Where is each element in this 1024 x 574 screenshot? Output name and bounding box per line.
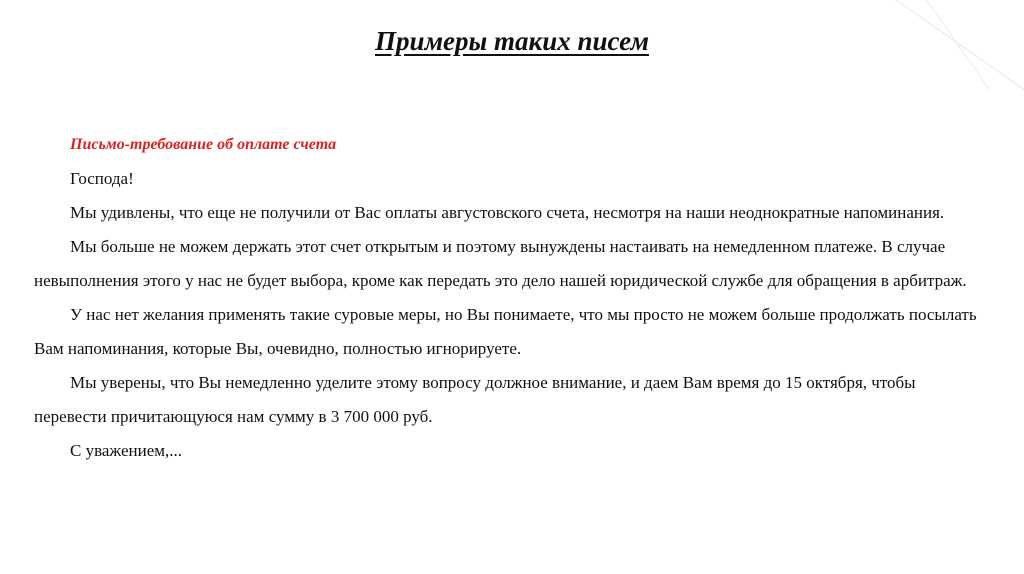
letter-body xyxy=(34,128,984,468)
letter-greeting: Господа! xyxy=(70,169,134,188)
letter-paragraph: У нас нет желания применять такие суровые меры, но Вы понимаете, что мы просто не можем больше продолжать посылать Вам напоминания, которые Вы, очевидно, полностью игнорируете. xyxy=(34,305,977,358)
letter-paragraph: Мы уверены, что Вы немедленно уделите этому вопросу должное внимание, и даем Вам время до 15 октября, чтобы перевести причитающуюся нам сумму в 3 700 000 руб. xyxy=(34,373,916,426)
letter-paragraph: Мы больше не можем держать этот счет открытым и поэтому вынуждены настаивать на немедленном платеже. В случае невыполнения этого у нас не будет выбора, кроме как передать это дело нашей юридической службе для обращения в арбитраж. xyxy=(34,237,967,290)
letter-subject: Письмо-требование об оплате счета xyxy=(70,136,337,153)
page-title: Примеры таких писем xyxy=(375,26,649,56)
letter-paragraph: Мы удивлены, что еще не получили от Вас оплаты августовского счета, несмотря на наши неоднократные напоминания. xyxy=(70,203,945,222)
letter-closing: С уважением,... xyxy=(70,441,183,460)
